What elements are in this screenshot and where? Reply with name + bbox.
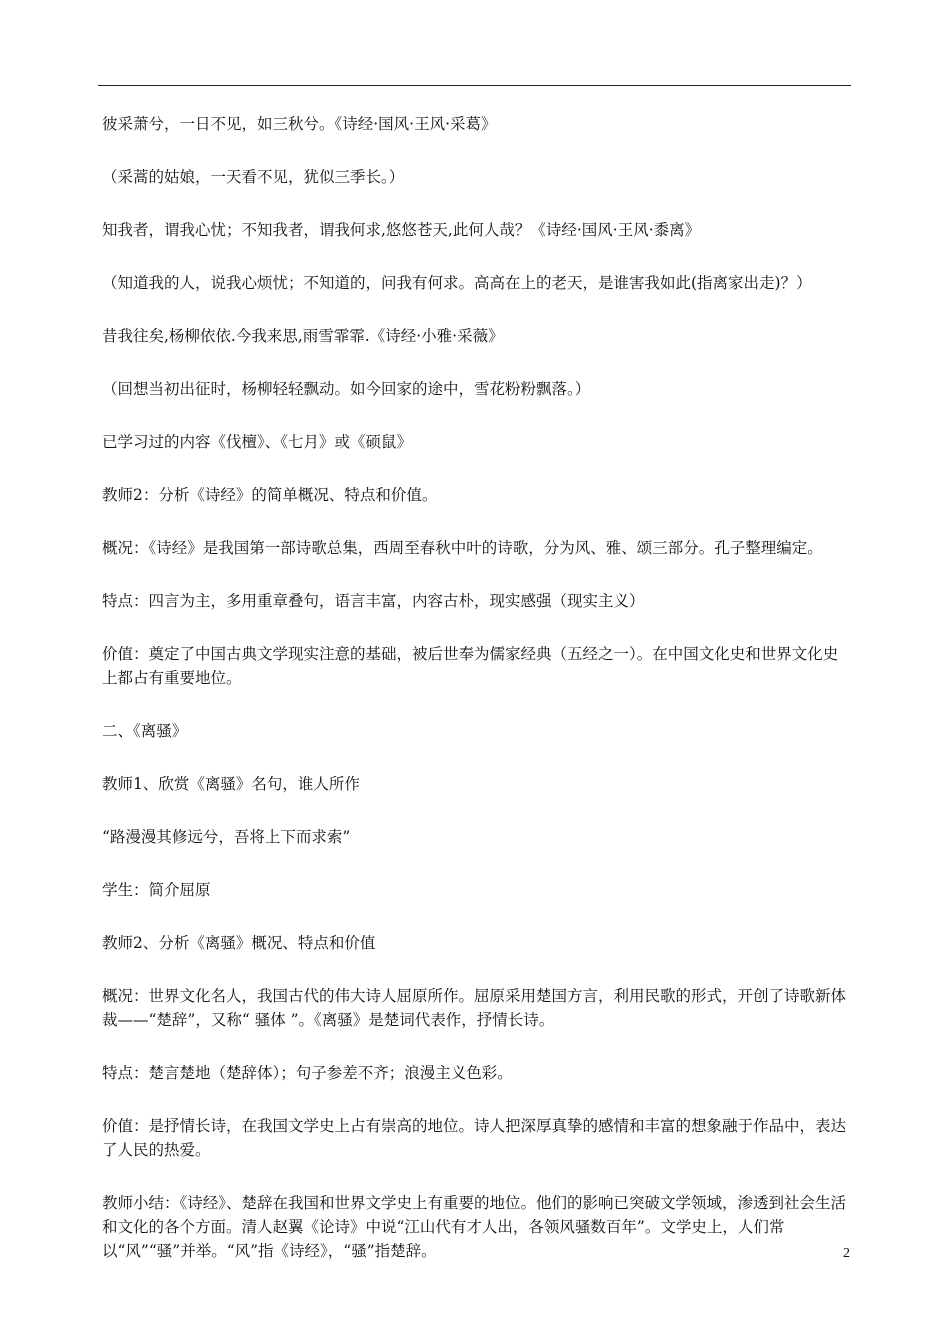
- header-rule: [98, 85, 851, 86]
- translation-shuli: （知道我的人，说我心烦忧；不知道的，问我有何求。高高在上的老天，是谁害我如此(指离家出走)？）: [102, 274, 812, 292]
- document-body: [102, 112, 852, 1292]
- teacher-step-2-lisao: 教师2、分析《离骚》概况、特点和价值: [102, 934, 376, 952]
- translation-caiwei: （回想当初出征时，杨柳轻轻飘动。如今回家的途中，雪花粉粉飘落。）: [102, 380, 591, 398]
- shijing-overview: 概况：《诗经》是我国第一部诗歌总集，西周至春秋中叶的诗歌，分为风、雅、颂三部分。孔子整理编定。: [102, 539, 823, 557]
- poem-line-shuli: 知我者，谓我心忧；不知我者，谓我何求,悠悠苍天,此何人哉？《诗经·国风·王风·黍离》: [102, 221, 701, 239]
- section-heading-lisao: 二、《离骚》: [102, 722, 188, 740]
- shijing-value: 价值：奠定了中国古典文学现实注意的基础，被后世奉为儒家经典（五经之一）。在中国文化史和世界文化史上都占有重要地位。: [102, 645, 839, 687]
- translation-caige: （采蒿的姑娘，一天看不见，犹似三季长。）: [102, 168, 405, 186]
- lisao-quote: “路漫漫其修远兮，吾将上下而求索”: [102, 828, 351, 846]
- teacher-summary: 教师小结：《诗经》、楚辞在我国和世界文学史上有重要的地位。他们的影响已突破文学领域，渗透到社会生活和文化的各个方面。清人赵翼《论诗》中说“江山代有才人出，各领风骚数百年”。文学史上，人们常以“风”“骚”并举。“风”指《诗经》，“骚”指楚辞。: [102, 1194, 847, 1260]
- lisao-overview: 概况：世界文化名人，我国古代的伟大诗人屈原所作。屈原采用楚国方言，利用民歌的形式，开创了诗歌新体裁——“楚辞”，又称“ 骚体 ”。《离骚》是楚词代表作，抒情长诗。: [102, 987, 847, 1029]
- teacher-step-2-shijing: 教师2：分析《诗经》的简单概况、特点和价值。: [102, 486, 438, 504]
- poem-line-caige: 彼采萧兮，一日不见，如三秋兮。《诗经·国风·王风·采葛》: [102, 115, 497, 133]
- page-number: 2: [843, 1246, 850, 1261]
- student-task: 学生：简介屈原: [102, 881, 211, 899]
- lisao-value: 价值：是抒情长诗，在我国文学史上占有崇高的地位。诗人把深厚真挚的感情和丰富的想象融于作品中，表达了人民的热爱。: [102, 1117, 847, 1159]
- shijing-features: 特点：四言为主，多用重章叠句，语言丰富，内容古朴，现实感强（现实主义）: [102, 592, 645, 610]
- learned-content: 已学习过的内容《伐檀》、《七月》或《硕鼠》: [102, 433, 413, 451]
- lisao-features: 特点：楚言楚地（楚辞体）；句子参差不齐；浪漫主义色彩。: [102, 1064, 513, 1082]
- teacher-step-1-lisao: 教师1、欣赏《离骚》名句，谁人所作: [102, 775, 360, 793]
- poem-line-caiwei: 昔我往矣,杨柳依依.今我来思,雨雪霏霏.《诗经·小雅·采薇》: [102, 327, 504, 345]
